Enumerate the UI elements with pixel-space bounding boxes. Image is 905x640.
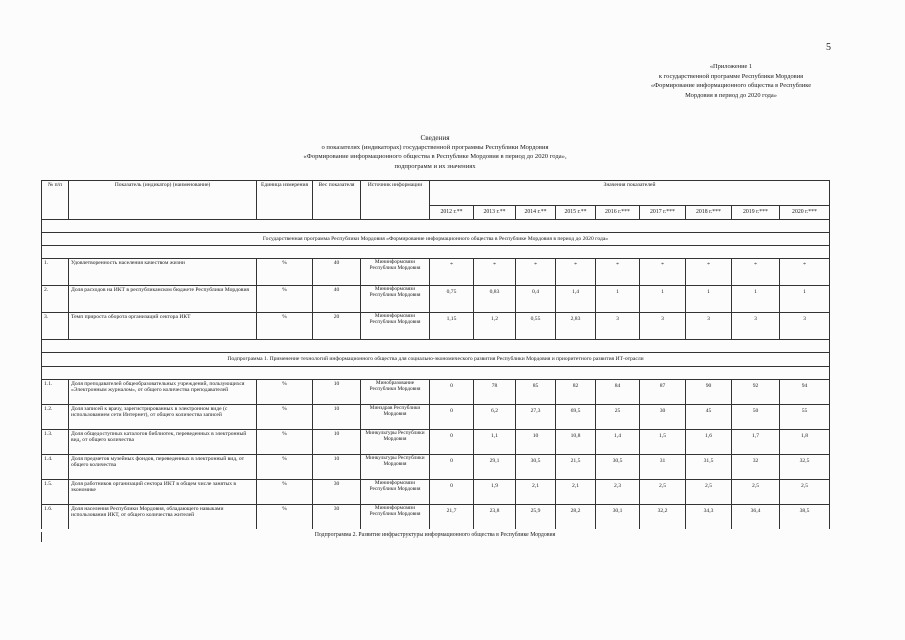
unit-cell: % — [257, 286, 313, 313]
weight-cell: 40 — [313, 259, 361, 286]
weight-cell: 40 — [313, 286, 361, 313]
value-cell: 0,4 — [516, 286, 556, 313]
value-cell: 2,5 — [640, 479, 686, 504]
title-line: подпрограмм и их значениях — [394, 162, 476, 170]
spacer-row — [42, 246, 830, 259]
value-cell: 2,5 — [780, 479, 830, 504]
value-cell: 34,3 — [686, 504, 732, 529]
value-cell: 0 — [430, 454, 474, 479]
indicator-name: Доля предметов музейных фондов, переведенных в электронный вид, от общего количества — [69, 454, 257, 479]
value-cell: 0 — [430, 479, 474, 504]
annex-note — [600, 62, 862, 100]
value-cell: 85 — [516, 379, 556, 404]
value-cell: 21,5 — [556, 454, 596, 479]
subprogram-1-section-row — [42, 353, 830, 367]
indicator-name: Доля работников организаций сектора ИКТ в общем числе занятых в экономике — [69, 479, 257, 504]
weight-cell: 30 — [313, 479, 361, 504]
value-cell: 27,3 — [516, 404, 556, 429]
table-row — [42, 259, 830, 286]
value-cell: 1,5 — [640, 429, 686, 454]
value-cell: 30,5 — [596, 454, 640, 479]
value-cell: 3 — [640, 313, 686, 340]
unit-cell: % — [257, 479, 313, 504]
value-cell: 2,5 — [732, 479, 780, 504]
source-cell: Мининформсвязи Республики Мордовия — [361, 313, 430, 340]
source-cell: Минобразование Республики Мордовия — [361, 379, 430, 404]
title-line: «Формирование информационного общества в Республике Мордовия в период до 2020 года», — [303, 153, 567, 161]
value-cell: 2,5 — [686, 479, 732, 504]
annex-line: «Приложение 1 — [709, 63, 753, 70]
unit-cell: % — [257, 313, 313, 340]
value-cell: 3 — [596, 313, 640, 340]
value-cell: 10 — [516, 429, 556, 454]
value-cell: * — [780, 259, 830, 286]
value-cell: 1,2 — [474, 313, 516, 340]
value-cell: 87 — [640, 379, 686, 404]
table-row — [42, 454, 830, 479]
unit-cell: % — [257, 504, 313, 529]
annex-line: Мордовия в период до 2020 года» — [685, 91, 777, 99]
indicators-table — [41, 180, 830, 529]
value-cell: 45 — [686, 404, 732, 429]
row-number: 1.6. — [42, 504, 69, 529]
row-number: 1. — [42, 259, 69, 286]
unit-cell: % — [257, 259, 313, 286]
value-cell: * — [430, 259, 474, 286]
weight-cell: 10 — [313, 379, 361, 404]
value-cell: 78 — [474, 379, 516, 404]
value-cell: 1 — [640, 286, 686, 313]
value-cell: 84 — [596, 379, 640, 404]
value-cell: 0,55 — [516, 313, 556, 340]
value-cell: 36,4 — [732, 504, 780, 529]
value-cell: 69,5 — [556, 404, 596, 429]
table-row — [42, 404, 830, 429]
header-num: № п/п — [42, 181, 69, 220]
value-cell: 92 — [732, 379, 780, 404]
value-cell: * — [474, 259, 516, 286]
unit-cell: % — [257, 404, 313, 429]
value-cell: * — [556, 259, 596, 286]
value-cell: 50 — [732, 404, 780, 429]
annex-line: к государственной программе Республики Мордовия — [658, 72, 804, 80]
indicator-name: Доля записей к врачу, зарегистрированных в электронном виде (с использованием сети Интернет), от общего количества записей — [69, 404, 257, 429]
value-cell: 1 — [732, 286, 780, 313]
indicator-name: Доля общедоступных каталогов библиотек, переведенных в электронный вид, от общего количества — [69, 429, 257, 454]
value-cell: 1,1 — [474, 429, 516, 454]
title-heading: Сведения — [420, 134, 450, 142]
value-cell: 21,7 — [430, 504, 474, 529]
value-cell: 2,83 — [556, 313, 596, 340]
row-number: 1.3. — [42, 429, 69, 454]
header-year: 2016 г.*** — [596, 206, 640, 220]
table-row — [42, 479, 830, 504]
value-cell: 0 — [430, 404, 474, 429]
indicator-name: Доля преподавателей общеобразовательных учреждений, пользующихся «Электронным журналом», от общего количества преподавателей — [69, 379, 257, 404]
value-cell: 1,9 — [474, 479, 516, 504]
value-cell: 1 — [780, 286, 830, 313]
value-cell: 29,1 — [474, 454, 516, 479]
spacer-row — [42, 340, 830, 353]
value-cell: 1,8 — [780, 429, 830, 454]
value-cell: 1 — [686, 286, 732, 313]
table-row — [42, 379, 830, 404]
table-row — [42, 429, 830, 454]
value-cell: 32,5 — [780, 454, 830, 479]
subprogram-1-section-row-label: Подпрограмма 1. Применение технологий информационного общества для социально-экономического развития Республики Мордовия и приоритетного развития ИТ-отрасли — [42, 353, 830, 367]
value-cell: 10,8 — [556, 429, 596, 454]
value-cell: 3 — [780, 313, 830, 340]
value-cell: * — [686, 259, 732, 286]
source-cell: Минздрав Республики Мордовия — [361, 404, 430, 429]
header-year: 2015 г.** — [556, 206, 596, 220]
value-cell: 2,1 — [516, 479, 556, 504]
value-cell: 1,6 — [686, 429, 732, 454]
value-cell: 2,3 — [596, 479, 640, 504]
value-cell: 23,8 — [474, 504, 516, 529]
header-year: 2020 г.*** — [780, 206, 830, 220]
value-cell: 31 — [640, 454, 686, 479]
indicator-name: Темп прироста оборота организаций сектора ИКТ — [69, 313, 257, 340]
value-cell: 31,5 — [686, 454, 732, 479]
row-number: 1.5. — [42, 479, 69, 504]
unit-cell: % — [257, 454, 313, 479]
unit-cell: % — [257, 429, 313, 454]
header-year: 2013 г.** — [474, 206, 516, 220]
weight-cell: 30 — [313, 504, 361, 529]
program-section-row-label: Государственная программа Республики Мордовия «Формирование информационного общества в Республике Мордовия в период до 2020 года» — [42, 232, 830, 246]
row-number: 1.2. — [42, 404, 69, 429]
value-cell: 55 — [780, 404, 830, 429]
value-cell: * — [640, 259, 686, 286]
value-cell: 30,5 — [516, 454, 556, 479]
value-cell: 1 — [596, 286, 640, 313]
value-cell: 0,83 — [474, 286, 516, 313]
value-cell: 90 — [686, 379, 732, 404]
value-cell: 6,2 — [474, 404, 516, 429]
header-unit: Единица измерения — [257, 181, 313, 220]
source-cell: Минкультуры Республики Мордовия — [361, 454, 430, 479]
weight-cell: 10 — [313, 429, 361, 454]
table-row — [42, 504, 830, 529]
value-cell: 3 — [732, 313, 780, 340]
value-cell: 30 — [640, 404, 686, 429]
header-year: 2018 г.*** — [686, 206, 732, 220]
value-cell: 28,2 — [556, 504, 596, 529]
spacer-row — [42, 219, 830, 232]
unit-cell: % — [257, 379, 313, 404]
header-indicator: Показатель (индикатор) (наименование) — [69, 181, 257, 220]
value-cell: 1,4 — [556, 286, 596, 313]
subprogram-2-title: Подпрограмма 2. Развитие инфраструктуры информационного общества в Республике Мордовия — [314, 532, 556, 538]
header-year: 2019 г.*** — [732, 206, 780, 220]
header-year: 2012 г.** — [430, 206, 474, 220]
weight-cell: 10 — [313, 404, 361, 429]
indicator-name: Удовлетворенность населения качеством жизни — [69, 259, 257, 286]
document-title — [175, 134, 695, 171]
spacer-row — [42, 366, 830, 379]
value-cell: 1,15 — [430, 313, 474, 340]
value-cell: * — [596, 259, 640, 286]
value-cell: 32 — [732, 454, 780, 479]
source-cell: Мининформсвязи Республики Мордовия — [361, 259, 430, 286]
value-cell: 3 — [686, 313, 732, 340]
value-cell: 38,5 — [780, 504, 830, 529]
header-values: Значения показателей — [430, 181, 830, 206]
source-cell: Мининформсвязи Республики Мордовия — [361, 479, 430, 504]
row-number: 1.1. — [42, 379, 69, 404]
value-cell: 94 — [780, 379, 830, 404]
table-body — [42, 219, 830, 529]
table-row — [42, 313, 830, 340]
weight-cell: 20 — [313, 313, 361, 340]
indicator-name: Доля расходов на ИКТ в республиканском бюджете Республики Мордовия — [69, 286, 257, 313]
value-cell: 1,7 — [732, 429, 780, 454]
header-weight: Вес показателя — [313, 181, 361, 220]
weight-cell: 10 — [313, 454, 361, 479]
value-cell: 32,2 — [640, 504, 686, 529]
source-cell: Минкультуры Республики Мордовия — [361, 429, 430, 454]
row-number: 2. — [42, 286, 69, 313]
header-source: Источник информации — [361, 181, 430, 220]
value-cell: 0 — [430, 379, 474, 404]
program-section-row — [42, 232, 830, 246]
annex-line: «Формирование информационного общества в Республике — [650, 82, 812, 90]
indicator-name: Доля населения Республики Мордовия, обладающего навыками использования ИКТ, от общего количества жителей — [69, 504, 257, 529]
value-cell: * — [732, 259, 780, 286]
value-cell: 2,1 — [556, 479, 596, 504]
row-number: 1.4. — [42, 454, 69, 479]
value-cell: 25 — [596, 404, 640, 429]
source-cell: Мининформсвязи Республики Мордовия — [361, 286, 430, 313]
value-cell: 25,9 — [516, 504, 556, 529]
value-cell: 82 — [556, 379, 596, 404]
value-cell: * — [516, 259, 556, 286]
table-row — [42, 286, 830, 313]
page-number: 5 — [826, 42, 831, 53]
value-cell: 0,75 — [430, 286, 474, 313]
value-cell: 1,4 — [596, 429, 640, 454]
header-year: 2014 г.** — [516, 206, 556, 220]
value-cell: 0 — [430, 429, 474, 454]
title-line: о показателях (индикаторах) государственной программы Республики Мордовия — [321, 144, 549, 152]
header-year: 2017 г.*** — [640, 206, 686, 220]
row-number: 3. — [42, 313, 69, 340]
source-cell: Мининформсвязи Республики Мордовия — [361, 504, 430, 529]
value-cell: 30,1 — [596, 504, 640, 529]
